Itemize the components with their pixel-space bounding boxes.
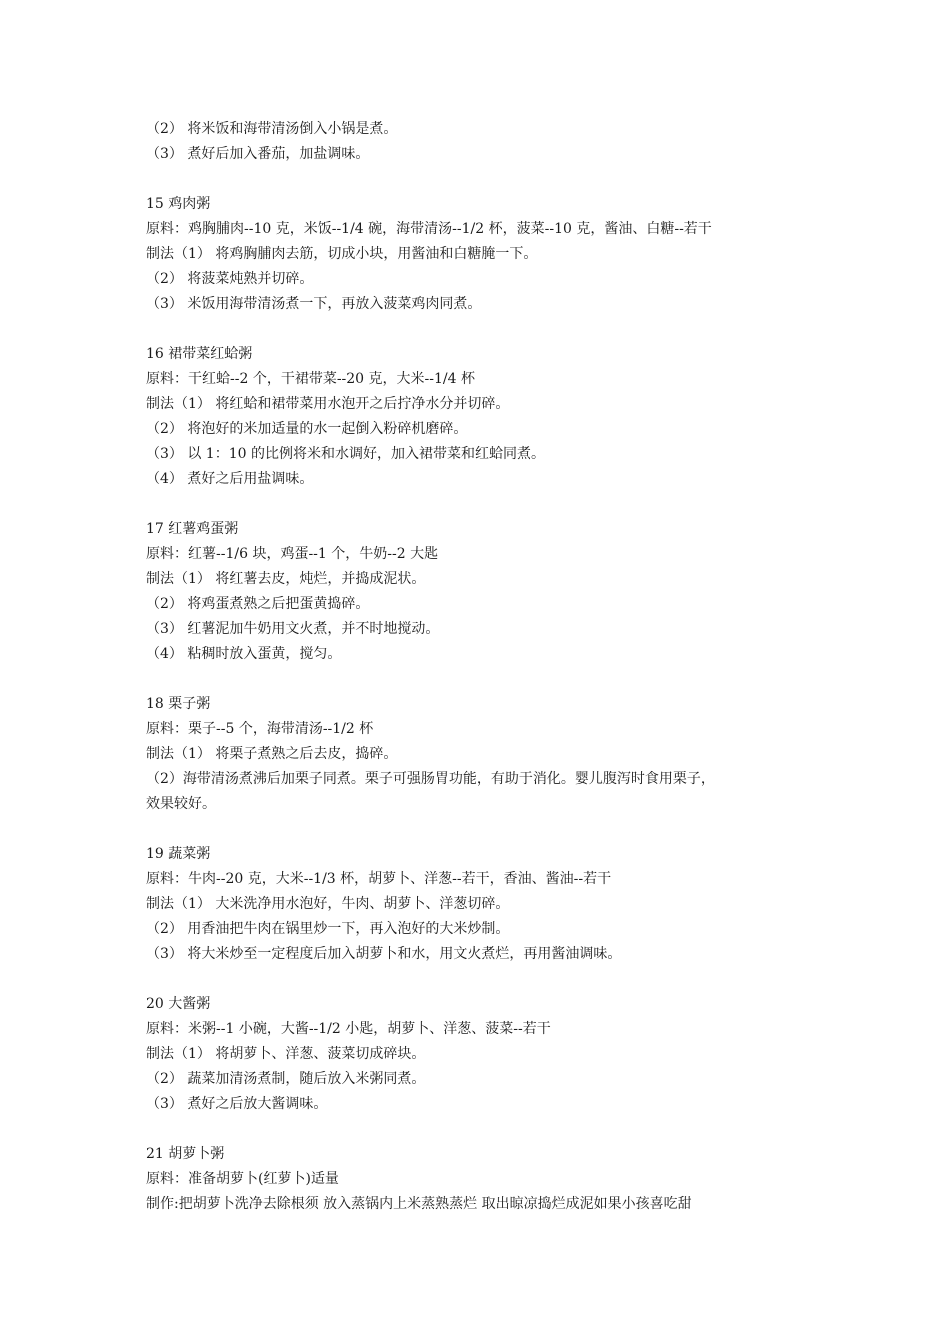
step-line: （3） 煮好之后放大酱调味。	[146, 1096, 328, 1112]
step-line: （4） 煮好之后用盐调味。	[146, 471, 314, 487]
step-line: （2） 将鸡蛋煮熟之后把蛋黄捣碎。	[146, 596, 370, 612]
recipe-title: 20 大酱粥	[146, 996, 211, 1012]
step-line: （2） 蔬菜加清汤煮制，随后放入米粥同煮。	[146, 1071, 426, 1087]
ingredients-line: 原料：栗子--5 个，海带清汤--1/2 杯	[146, 721, 374, 737]
step-line: （3） 红薯泥加牛奶用文火煮，并不时地搅动。	[146, 621, 440, 637]
step-line: 制法（1） 将鸡胸脯肉去筋，切成小块，用酱油和白糖腌一下。	[146, 246, 538, 262]
step-line: 效果较好。	[146, 796, 216, 812]
step-line: 制法（1） 大米洗净用水泡好，牛肉、胡萝卜、洋葱切碎。	[146, 896, 510, 912]
step-line: 制法（1） 将栗子煮熟之后去皮，捣碎。	[146, 746, 398, 762]
recipe-title: 18 栗子粥	[146, 696, 211, 712]
step-line: 制法（1） 将红薯去皮，炖烂，并捣成泥状。	[146, 571, 426, 587]
recipe-title: 15 鸡肉粥	[146, 196, 211, 212]
recipe-title: 16 裙带菜红蛤粥	[146, 346, 253, 362]
step-line: （2） 用香油把牛肉在锅里炒一下，再入泡好的大米炒制。	[146, 921, 510, 937]
ingredients-line: 原料：米粥--1 小碗，大酱--1/2 小匙，胡萝卜、洋葱、菠菜--若干	[146, 1021, 551, 1037]
text-line: （2） 将米饭和海带清汤倒入小锅是煮。	[146, 121, 398, 137]
step-line: （2） 将菠菜炖熟并切碎。	[146, 271, 314, 287]
ingredients-line: 原料：鸡胸脯肉--10 克，米饭--1/4 碗，海带清汤--1/2 杯，菠菜--10 克，酱油、白糖--若干	[146, 221, 712, 237]
document-page	[146, 117, 826, 1217]
recipe-title: 17 红薯鸡蛋粥	[146, 521, 239, 537]
ingredients-line: 原料：牛肉--20 克，大米--1/3 杯，胡萝卜、洋葱--若干，香油、酱油--若干	[146, 871, 612, 887]
step-line: 制法（1） 将胡萝卜、洋葱、菠菜切成碎块。	[146, 1046, 426, 1062]
text-line: （3） 煮好后加入番茄，加盐调味。	[146, 146, 370, 162]
ingredients-line: 原料：干红蛤--2 个，干裙带菜--20 克，大米--1/4 杯	[146, 371, 475, 387]
step-line: 制法（1） 将红蛤和裙带菜用水泡开之后拧净水分并切碎。	[146, 396, 510, 412]
step-line: （2） 将泡好的米加适量的水一起倒入粉碎机磨碎。	[146, 421, 468, 437]
recipe-title: 19 蔬菜粥	[146, 846, 211, 862]
recipe-title: 21 胡萝卜粥	[146, 1146, 225, 1162]
step-line: （4） 粘稠时放入蛋黄，搅匀。	[146, 646, 342, 662]
step-line: （3） 以 1：10 的比例将米和水调好，加入裙带菜和红蛤同煮。	[146, 446, 545, 462]
step-line: 制作:把胡萝卜洗净去除根须 放入蒸锅内上米蒸熟蒸烂 取出晾凉捣烂成泥如果小孩喜吃甜	[146, 1196, 692, 1212]
step-line: （3） 米饭用海带清汤煮一下，再放入菠菜鸡肉同煮。	[146, 296, 482, 312]
ingredients-line: 原料：准备胡萝卜(红萝卜)适量	[146, 1171, 339, 1187]
step-line: （2）海带清汤煮沸后加栗子同煮。栗子可强肠胃功能，有助于消化。婴儿腹泻时食用栗子，	[146, 771, 715, 787]
step-line: （3） 将大米炒至一定程度后加入胡萝卜和水，用文火煮烂，再用酱油调味。	[146, 946, 622, 962]
ingredients-line: 原料：红薯--1/6 块，鸡蛋--1 个，牛奶--2 大匙	[146, 546, 439, 562]
